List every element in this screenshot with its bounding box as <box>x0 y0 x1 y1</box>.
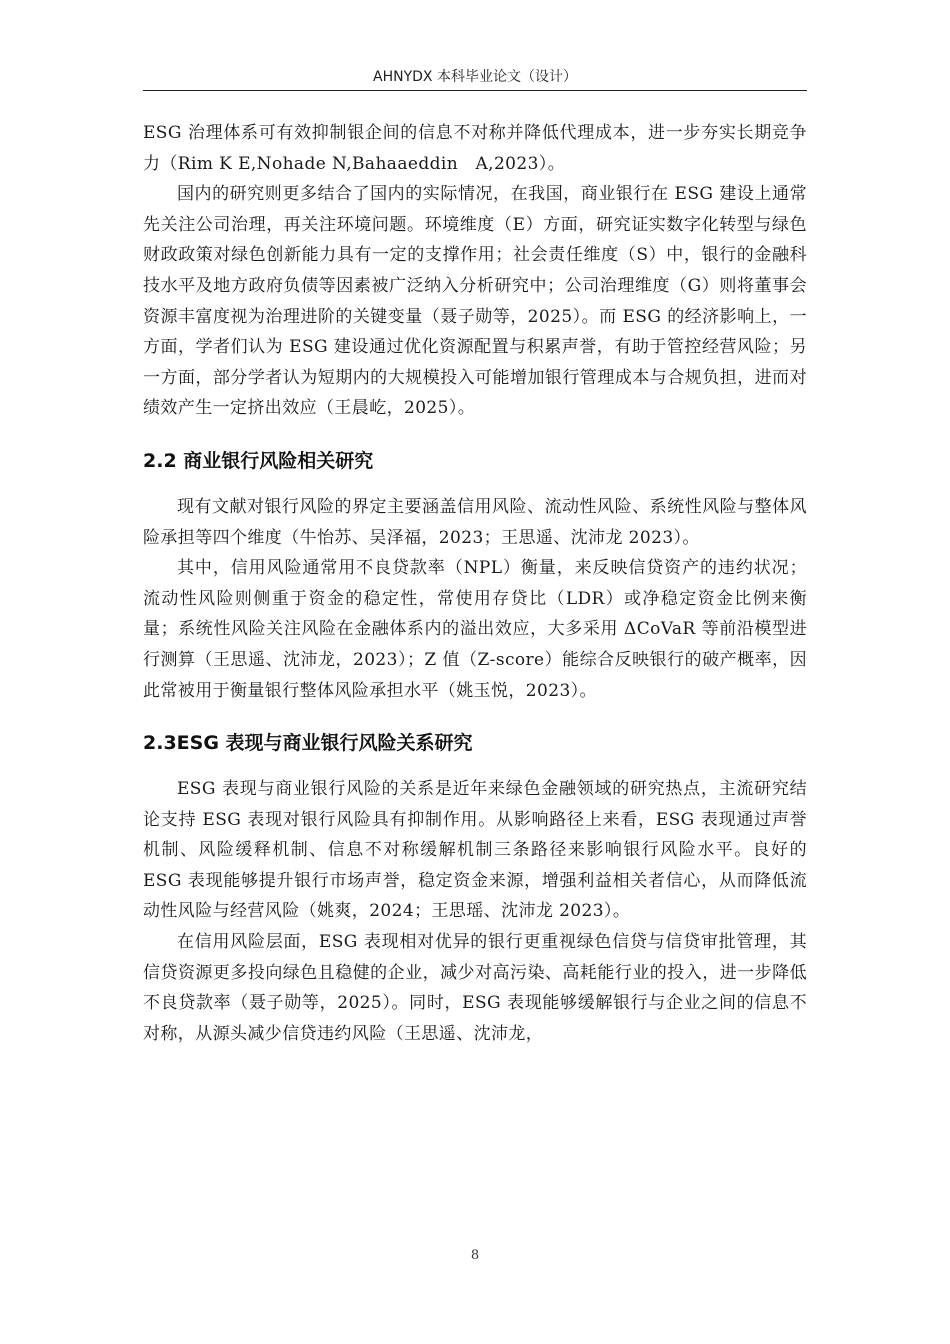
page-number: 8 <box>470 1248 480 1263</box>
page-header <box>143 66 807 91</box>
paragraph: ESG 治理体系可有效抑制银企间的信息不对称并降低代理成本，进一步夯实长期竞争力（Rim K E,Nohade N,Bahaaeddin A,2023）。 <box>143 123 807 174</box>
paragraph: 国内的研究则更多结合了国内的实际情况，在我国，商业银行在 ESG 建设上通常先关注公司治理，再关注环境问题。环境维度（E）方面，研究证实数字化转型与绿色财政政策对绿色创新能力具有一定的支撑作用；社会责任维度（S）中，银行的金融科技水平及地方政府负债等因素被广泛纳入分析研究中；公司治理维度（G）则将董事会资源丰富度视为治理进阶的关键变量（聂子勋等，2025）。而 ESG 的经济影响上，一方面，学者们认为 ESG 建设通过优化资源配置与积累声誉，有助于管控经营风险；另一方面，部分学者认为短期内的大规模投入可能增加银行管理成本与合规负担，进而对绩效产生一定挤出效应（王晨屹，2025）。 <box>143 184 807 419</box>
paragraph: 其中，信用风险通常用不良贷款率（NPL）衡量，来反映信贷资产的违约状况；流动性风险则侧重于资金的稳定性，常使用存贷比（LDR）或净稳定资金比例来衡量；系统性风险关注风险在金融体系内的溢出效应，大多采用 ΔCoVaR 等前沿模型进行测算（王思遥、沈沛龙，2023）；Z 值（Z-score）能综合反映银行的破产概率，因此常被用于衡量银行整体风险承担水平（姚玉悦，2023）。 <box>143 558 807 701</box>
section-heading-2-2: 2.2 商业银行风险相关研究 <box>143 449 374 472</box>
paragraph: 现有文献对银行风险的界定主要涵盖信用风险、流动性风险、系统性风险与整体风险承担等四个维度（牛怡苏、吴泽福，2023；王思遥、沈沛龙 2023）。 <box>143 496 807 548</box>
document-body <box>143 118 807 1049</box>
paragraph: ESG 表现与商业银行风险的关系是近年来绿色金融领域的研究热点，主流研究结论支持 ESG 表现对银行风险具有抑制作用。从影响路径上来看，ESG 表现通过声誉机制、风险缓释机制、信息不对称缓解机制三条路径来影响银行风险水平。良好的 ESG 表现能够提升银行市场声誉，稳定资金来源，增强利益相关者信心，从而降低流动性风险与经营风险（姚爽，2024；王思瑶、沈沛龙 2023）。 <box>143 779 807 922</box>
header-title: AHNYDX 本科毕业论文（设计） <box>373 69 577 85</box>
section-heading-2-3: 2.3ESG 表现与商业银行风险关系研究 <box>143 732 473 755</box>
paragraph: 在信用风险层面，ESG 表现相对优异的银行更重视绿色信贷与信贷审批管理，其信贷资源更多投向绿色且稳健的企业，减少对高污染、高耗能行业的投入，进一步降低不良贷款率（聂子勋等，2025）。同时，ESG 表现能够缓解银行与企业之间的信息不对称，从源头减少信贷违约风险（王思遥、沈沛龙， <box>143 932 807 1044</box>
